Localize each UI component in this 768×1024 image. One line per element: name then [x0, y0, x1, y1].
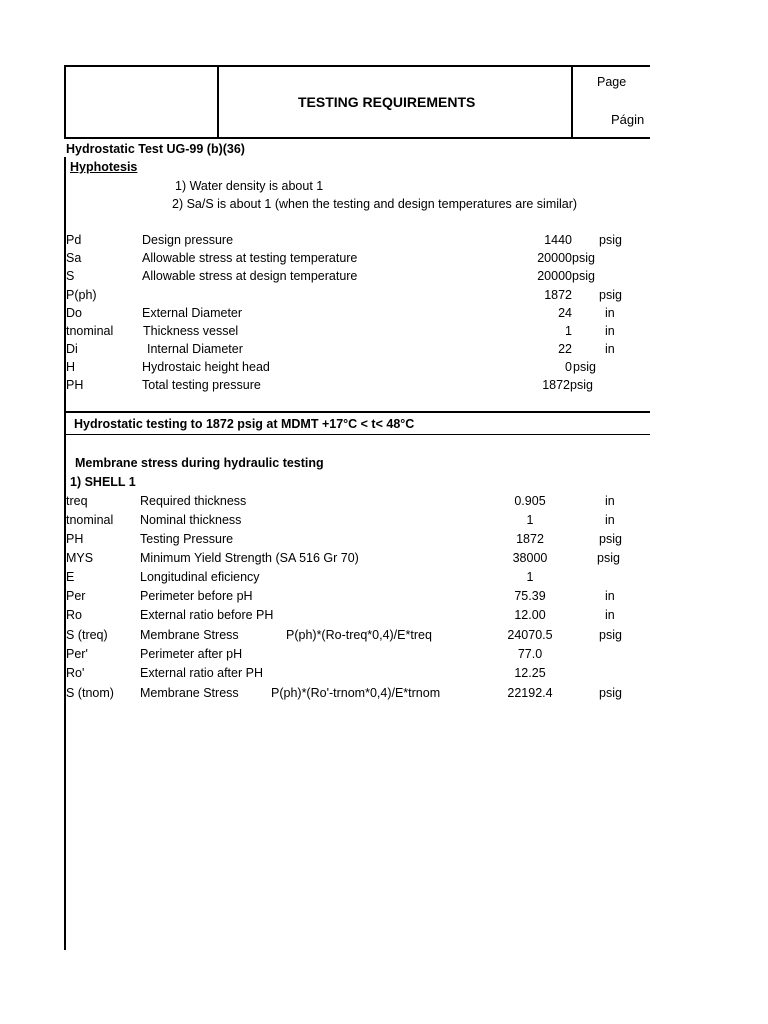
- param-description: Allowable stress at design temperature: [142, 269, 358, 283]
- membrane-unit: in: [605, 608, 615, 622]
- param-symbol: P(ph): [66, 288, 97, 302]
- param-symbol: Pd: [66, 233, 82, 247]
- param-unit: in: [605, 342, 615, 356]
- membrane-symbol: E: [66, 570, 75, 584]
- param-value: 1872: [544, 288, 572, 302]
- membrane-unit: in: [605, 494, 615, 508]
- section-title: Hydrostatic Test UG-99 (b)(36): [66, 142, 245, 156]
- param-unit: in: [605, 324, 615, 338]
- param-value: 1: [565, 324, 572, 338]
- page-label: Page: [597, 75, 627, 89]
- membrane-symbol: treq: [66, 494, 88, 508]
- membrane-value: 1: [526, 513, 534, 527]
- param-value: 1440: [544, 233, 572, 247]
- shell-subheading: 1) SHELL 1: [70, 475, 136, 489]
- membrane-description: Membrane Stress: [140, 628, 239, 642]
- membrane-value: 12.00: [514, 608, 546, 622]
- membrane-description: Perimeter after pH: [140, 647, 243, 661]
- header-left-border: [64, 65, 66, 139]
- membrane-description: Perimeter before pH: [140, 589, 253, 603]
- membrane-value: 75.39: [514, 589, 546, 603]
- membrane-unit: psig: [599, 686, 622, 700]
- param-value: 24: [558, 306, 572, 320]
- membrane-value: 1: [526, 570, 534, 584]
- param-unit: psig: [572, 269, 595, 283]
- membrane-symbol: Ro': [66, 666, 85, 680]
- membrane-unit: psig: [597, 551, 620, 565]
- membrane-description: Membrane Stress: [140, 686, 239, 700]
- param-value: 20000: [537, 269, 572, 283]
- membrane-description: Minimum Yield Strength (SA 516 Gr 70): [140, 551, 359, 565]
- membrane-formula: P(ph)*(Ro-treq*0,4)/E*treq: [286, 628, 432, 642]
- membrane-unit: in: [605, 513, 615, 527]
- pagina-label: Págin: [611, 112, 645, 127]
- param-symbol: PH: [66, 378, 84, 392]
- membrane-unit: in: [605, 589, 615, 603]
- param-description: Hydrostaic height head: [142, 360, 270, 374]
- param-value: 22: [558, 342, 572, 356]
- header-bottom-border: [64, 137, 650, 139]
- param-unit: psig: [570, 378, 593, 392]
- param-description: Internal Diameter: [147, 342, 243, 356]
- membrane-value: 38000: [512, 551, 548, 565]
- membrane-unit: psig: [599, 532, 622, 546]
- document-title: TESTING REQUIREMENTS: [298, 94, 476, 110]
- banner-bottom-border: [64, 434, 650, 435]
- param-symbol: S: [66, 269, 75, 283]
- banner-top-border: [64, 411, 650, 413]
- membrane-symbol: MYS: [66, 551, 94, 565]
- param-unit: psig: [599, 288, 622, 302]
- param-symbol: Do: [66, 306, 82, 320]
- param-unit: psig: [573, 360, 596, 374]
- header-divider-2: [571, 65, 573, 139]
- membrane-symbol: Per: [66, 589, 86, 603]
- param-symbol: H: [66, 360, 76, 374]
- param-value: 20000: [537, 251, 572, 265]
- param-unit: psig: [599, 233, 622, 247]
- param-symbol: tnominal: [66, 324, 114, 338]
- param-symbol: Di: [66, 342, 78, 356]
- param-description: Total testing pressure: [142, 378, 261, 392]
- membrane-value: 24070.5: [507, 628, 553, 642]
- param-description: Allowable stress at testing temperature: [142, 251, 358, 265]
- membrane-value: 77.0: [517, 647, 543, 661]
- param-value: 1872: [542, 378, 570, 392]
- membrane-symbol: PH: [66, 532, 84, 546]
- membrane-symbol: tnominal: [66, 513, 114, 527]
- param-value: 0: [565, 360, 572, 374]
- membrane-symbol: S (treq): [66, 628, 108, 642]
- header-divider-1: [217, 65, 219, 139]
- membrane-symbol: S (tnom): [66, 686, 114, 700]
- param-description: External Diameter: [142, 306, 243, 320]
- membrane-value: 0.905: [514, 494, 546, 508]
- membrane-symbol: Ro: [66, 608, 82, 622]
- membrane-description: Testing Pressure: [140, 532, 234, 546]
- header-top-border: [64, 65, 650, 67]
- param-description: Design pressure: [142, 233, 234, 247]
- testing-banner: Hydrostatic testing to 1872 psig at MDMT +17°C < t< 48°C: [74, 417, 415, 431]
- membrane-symbol: Per': [66, 647, 88, 661]
- membrane-description: External ratio after PH: [140, 666, 263, 680]
- param-description: Thickness vessel: [143, 324, 239, 338]
- param-symbol: Sa: [66, 251, 82, 265]
- membrane-description: Longitudinal eficiency: [140, 570, 260, 584]
- membrane-heading: Membrane stress during hydraulic testing: [75, 456, 324, 470]
- membrane-unit: psig: [599, 628, 622, 642]
- membrane-formula: P(ph)*(Ro'-trnom*0,4)/E*trnom: [271, 686, 441, 700]
- param-unit: in: [605, 306, 615, 320]
- membrane-description: Nominal thickness: [140, 513, 242, 527]
- membrane-description: External ratio before PH: [140, 608, 274, 622]
- membrane-description: Required thickness: [140, 494, 247, 508]
- membrane-value: 22192.4: [507, 686, 553, 700]
- hypothesis-heading: Hyphotesis: [70, 160, 138, 174]
- hypothesis-item: 1) Water density is about 1: [175, 179, 324, 193]
- param-unit: psig: [572, 251, 595, 265]
- membrane-value: 1872: [516, 532, 544, 546]
- membrane-value: 12.25: [514, 666, 546, 680]
- hypothesis-item: 2) Sa/S is about 1 (when the testing and design temperatures are similar): [172, 197, 578, 211]
